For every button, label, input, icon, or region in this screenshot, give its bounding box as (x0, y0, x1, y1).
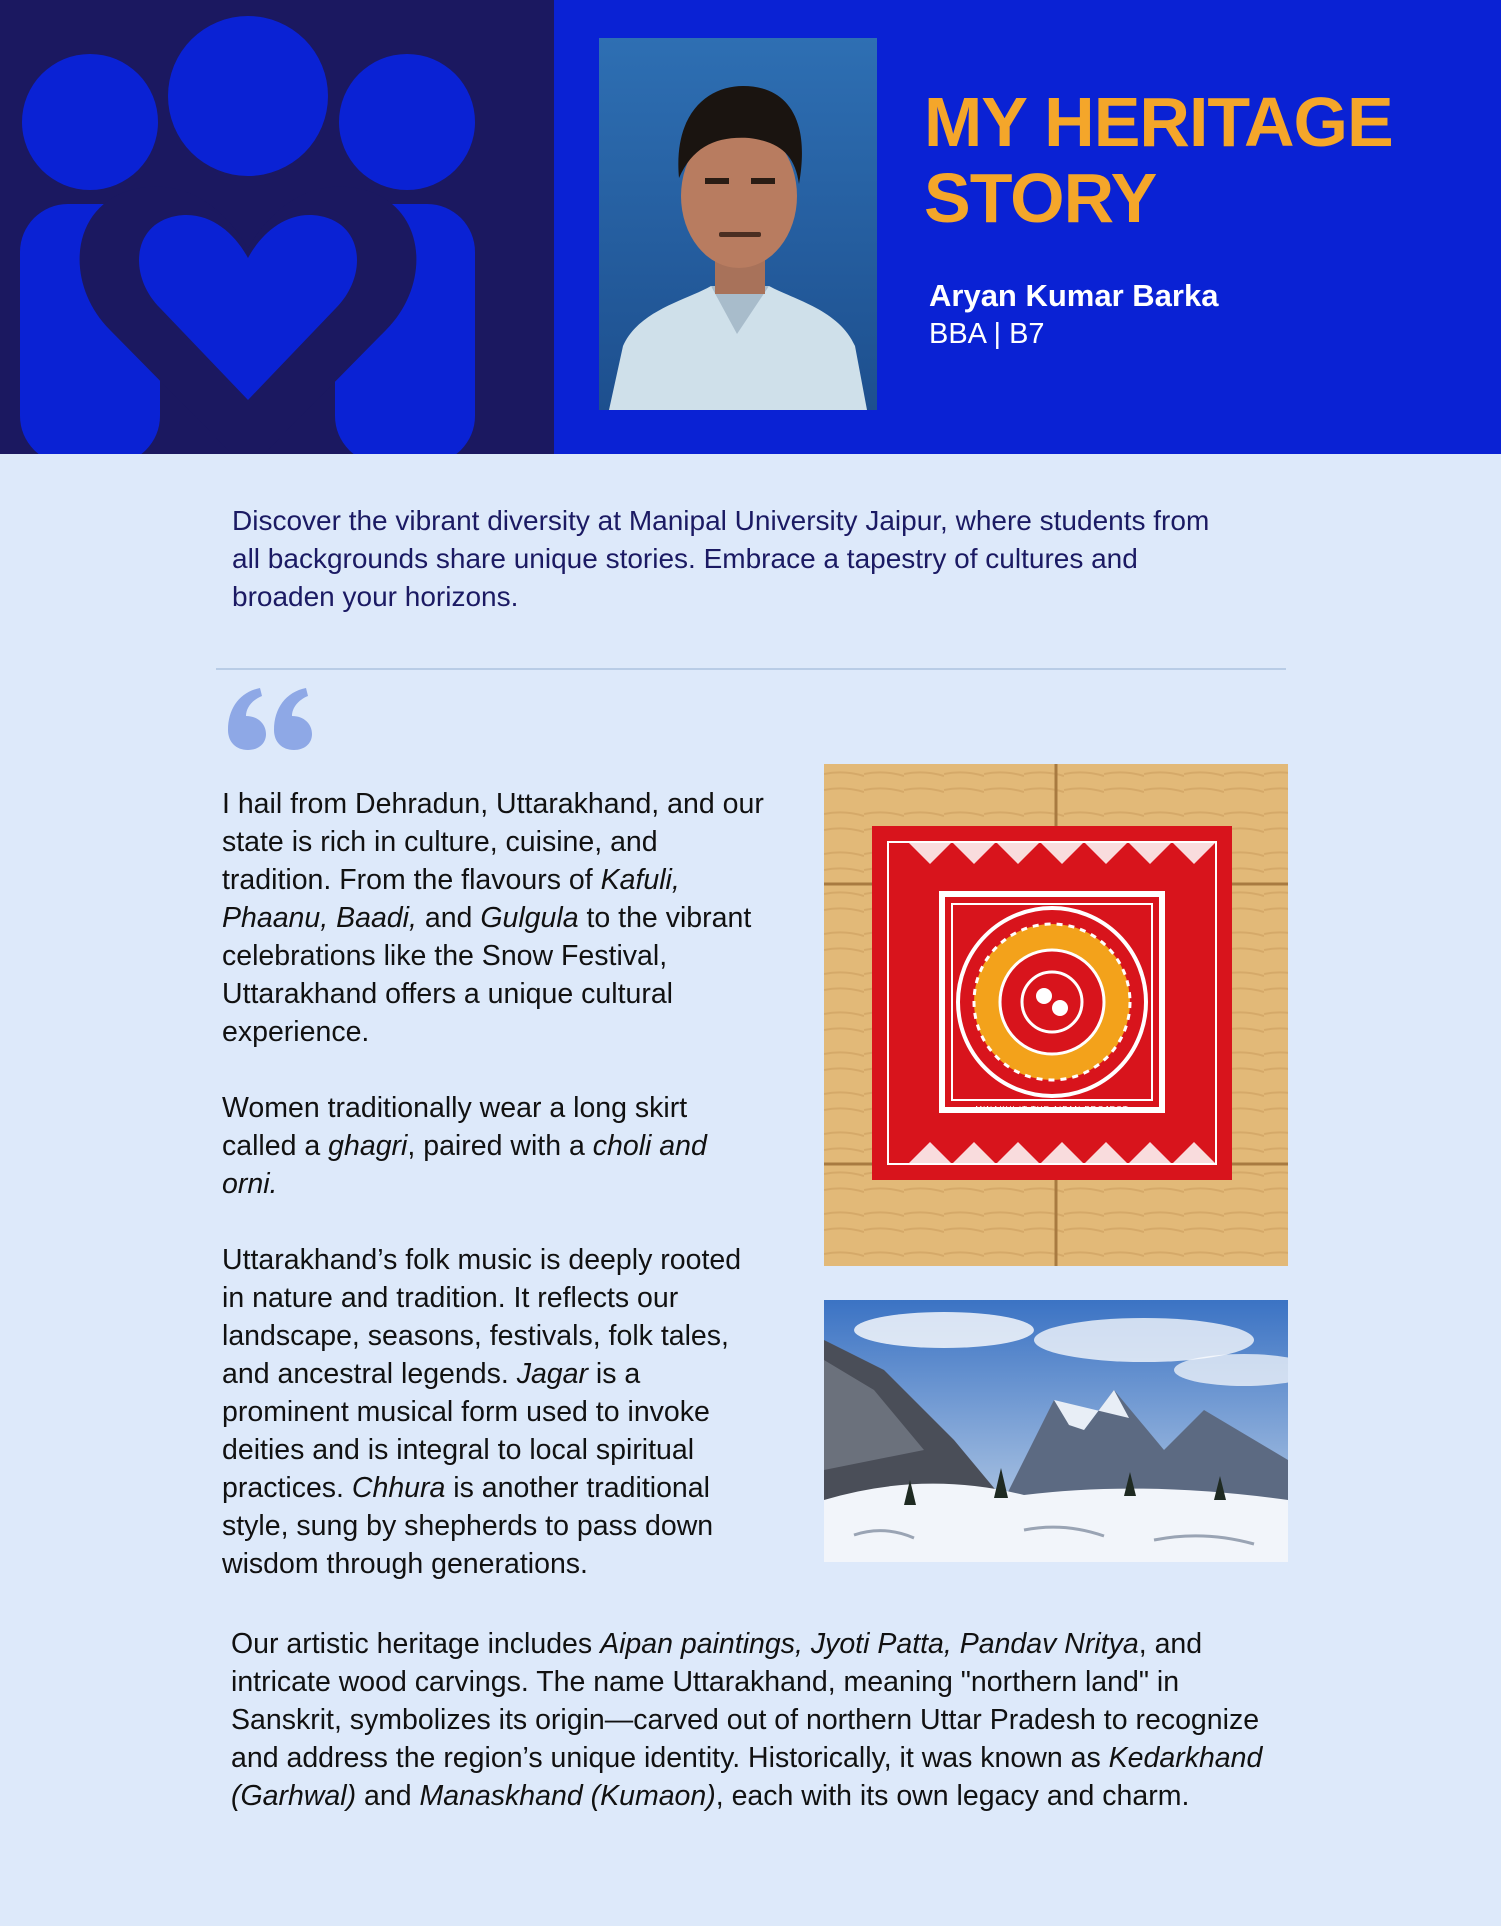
aipan-caption: MINAKHI IT THE AIPAN PROJECT (975, 1105, 1129, 1114)
header-banner (0, 0, 1501, 454)
emphasis-region: Manaskhand (Kumaon) (419, 1780, 716, 1812)
emphasis-region: Kedarkhand (Garhwal) (231, 1742, 1263, 1812)
emphasis-garment: choli and orni. (222, 1130, 707, 1200)
story-paragraph-food (222, 785, 767, 1051)
emphasis-art-forms: Aipan paintings, Jyoti Patta, Pandav Nritya (600, 1628, 1139, 1660)
closing-text: , and intricate wood carvings. The name Uttarakhand, meaning "northern land" in Sanskrit, symbolizes its origin—carved out of northern Uttar Pradesh to recognize and address the region’s unique identity. Historically, it was known as (231, 1628, 1260, 1774)
story-text: Uttarakhand’s folk music is deeply rooted in nature and tradition. It reflects our landscape, seasons, festivals, folk tales, and ancestral legends. (222, 1244, 742, 1390)
logo-panel (0, 0, 554, 454)
student-photo (599, 38, 877, 410)
title-line-2: STORY (924, 159, 1157, 237)
closing-text: Our artistic heritage includes (231, 1628, 601, 1660)
story-text: is a prominent musical form used to invoke deities and is integral to local spiritual practices. (222, 1358, 710, 1504)
aipan-painting-image (824, 764, 1288, 1266)
emphasis-music-form: Chhura (351, 1472, 446, 1504)
story-text: is another traditional style, sung by shepherds to pass down wisdom through generations. (222, 1472, 714, 1580)
intro-text: Discover the vibrant diversity at Manipal University Jaipur, where students from all backgrounds share unique stories. Embrace a tapestry of cultures and broaden your horizons. (232, 505, 1210, 612)
people-heart-icon (0, 0, 554, 454)
student-name: Aryan Kumar Barka (929, 278, 1219, 313)
closing-text: , each with its own legacy and charm. (715, 1780, 1190, 1812)
page-title (924, 84, 1484, 236)
story-paragraph-music (222, 1241, 767, 1583)
student-program: BBA | B7 (929, 318, 1045, 350)
closing-text: and (356, 1780, 420, 1812)
emphasis-music-form: Jagar (516, 1358, 588, 1390)
story-column (222, 785, 767, 1621)
closing-paragraph (231, 1625, 1291, 1815)
title-line-1: MY HERITAGE (924, 83, 1393, 161)
section-divider (216, 668, 1286, 670)
emphasis-dish: Gulgula (480, 902, 579, 934)
quote-mark-icon (226, 686, 316, 750)
story-text: I hail from Dehradun, Uttarakhand, and our state is rich in culture, cuisine, and tradition. From the flavours of (222, 788, 764, 896)
emphasis-garment: ghagri (328, 1130, 408, 1162)
story-text: Women traditionally wear a long skirt called a (222, 1092, 688, 1162)
story-text: and (416, 902, 481, 934)
story-text: , paired with a (407, 1130, 593, 1162)
snow-mountains-image (824, 1300, 1288, 1562)
emphasis-dishes: Kafuli, Phaanu, Baadi, (222, 864, 680, 934)
story-text: to the vibrant celebrations like the Snow Festival, Uttarakhand offers a unique cultural experience. (222, 902, 752, 1048)
story-paragraph-attire (222, 1089, 767, 1203)
